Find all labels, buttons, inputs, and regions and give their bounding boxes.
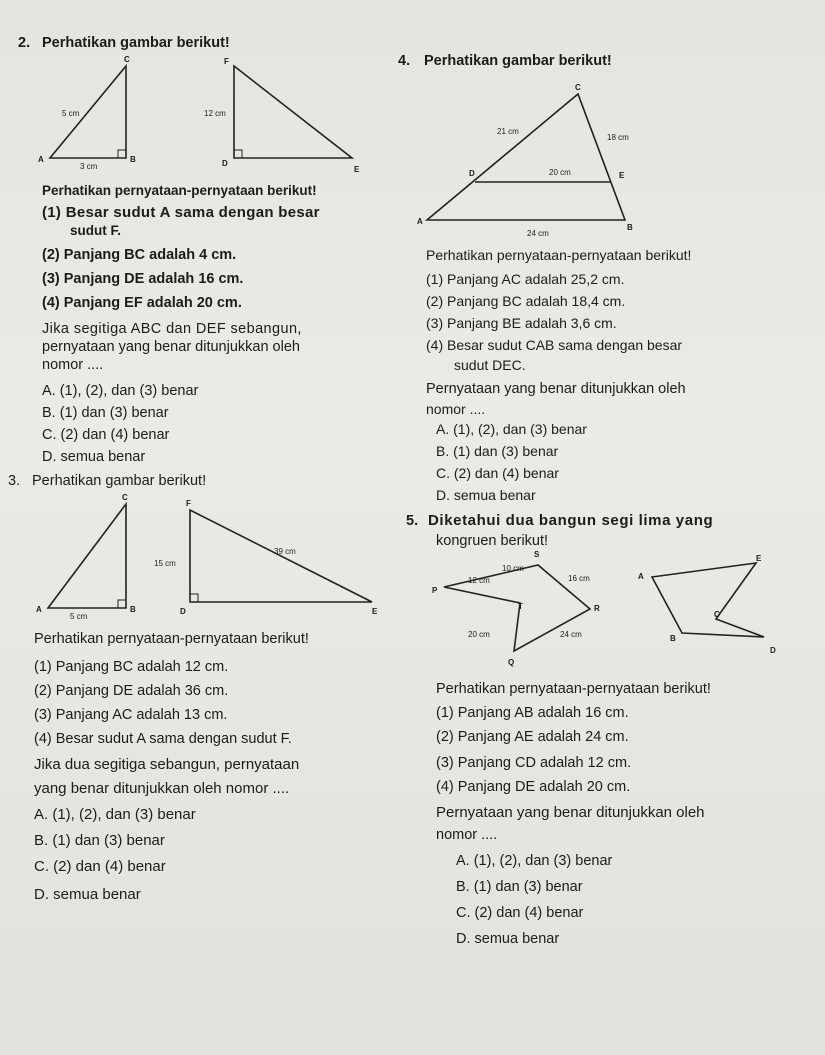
q3-statement-2: (2) Panjang DE adalah 36 cm. xyxy=(34,683,229,699)
q4-question-line2: nomor .... xyxy=(426,401,486,417)
q5-question-line1: Pernyataan yang benar ditunjukkan oleh xyxy=(436,804,705,821)
q4-question-line1: Pernyataan yang benar ditunjukkan oleh xyxy=(426,381,686,397)
q5-number: 5. xyxy=(406,513,419,529)
q5-question-line2: nomor .... xyxy=(436,827,498,843)
q5-vertex-s: S xyxy=(534,550,540,559)
q2-statement-4: (4) Panjang EF adalah 20 cm. xyxy=(42,295,242,311)
q3-option-a: A. (1), (2), dan (3) benar xyxy=(34,806,196,823)
q3-number: 3. xyxy=(8,473,21,489)
q5-vertex-q: Q xyxy=(508,658,515,667)
q5-label-pq: 20 cm xyxy=(468,630,490,639)
q4-option-d: D. semua benar xyxy=(436,487,536,503)
q5-figure xyxy=(420,545,800,670)
q4-vertex-a: A xyxy=(417,217,423,226)
q3-figure xyxy=(30,488,390,623)
q3-vertex-d: D xyxy=(180,607,186,616)
q4-statement-3: (3) Panjang BE adalah 3,6 cm. xyxy=(426,315,617,331)
q3-label-fe: 39 cm xyxy=(274,547,296,556)
q2-vertex-a: A xyxy=(38,155,44,164)
q5-option-b: B. (1) dan (3) benar xyxy=(456,879,583,895)
q4-label-de: 20 cm xyxy=(549,168,571,177)
q5-vertex-p: P xyxy=(432,586,438,595)
q4-vertex-b: B xyxy=(627,223,633,232)
q5-vertex-c: C xyxy=(714,610,720,619)
q5-vertex-d: D xyxy=(770,646,776,655)
q2-figure xyxy=(30,52,370,182)
q3-label-ab: 5 cm xyxy=(70,612,88,621)
q2-option-d: D. semua benar xyxy=(42,449,146,465)
q5-heading-line2: kongruen berikut! xyxy=(436,533,549,549)
q3-statement-1: (1) Panjang BC adalah 12 cm. xyxy=(34,659,229,675)
q4-statement-2: (2) Panjang BC adalah 18,4 cm. xyxy=(426,293,626,309)
q4-option-c: C. (2) dan (4) benar xyxy=(436,465,559,481)
q3-heading: Perhatikan gambar berikut! xyxy=(32,473,207,489)
q3-option-c: C. (2) dan (4) benar xyxy=(34,858,166,875)
q2-right-angle-d xyxy=(234,150,242,158)
q2-vertex-f: F xyxy=(224,57,229,66)
q5-option-c: C. (2) dan (4) benar xyxy=(456,905,584,921)
q2-label-df: 12 cm xyxy=(204,109,226,118)
q4-triangle-abc xyxy=(427,94,625,220)
q2-question-line3: nomor .... xyxy=(42,357,104,373)
q4-vertex-c: C xyxy=(575,83,581,92)
q2-statement-1-line1: (1) Besar sudut A sama dengan besar xyxy=(42,204,320,221)
q5-label-rq: 24 cm xyxy=(560,630,582,639)
q3-vertex-b: B xyxy=(130,605,136,614)
q3-option-b: B. (1) dan (3) benar xyxy=(34,832,165,849)
q3-question-line2: yang benar ditunjukkan oleh nomor .... xyxy=(34,780,290,797)
q4-option-b: B. (1) dan (3) benar xyxy=(436,443,559,459)
q3-label-df: 15 cm xyxy=(154,559,176,568)
q5-statement-1: (1) Panjang AB adalah 16 cm. xyxy=(436,705,629,721)
q3-statement-4: (4) Besar sudut A sama dengan sudut F. xyxy=(34,731,292,747)
q2-number: 2. xyxy=(18,35,31,51)
q3-vertex-e: E xyxy=(372,607,378,616)
q5-vertex-r: R xyxy=(594,604,600,613)
q4-option-a: A. (1), (2), dan (3) benar xyxy=(436,421,587,437)
q4-label-ab: 24 cm xyxy=(527,229,549,238)
q3-triangle-abc xyxy=(48,504,126,608)
q2-option-c: C. (2) dan (4) benar xyxy=(42,427,170,443)
q4-label-ce: 18 cm xyxy=(607,133,629,142)
q2-statement-2: (2) Panjang BC adalah 4 cm. xyxy=(42,247,237,263)
q4-statement-4-line2: sudut DEC. xyxy=(454,357,526,373)
q5-vertex-b: B xyxy=(670,634,676,643)
q2-option-b: B. (1) dan (3) benar xyxy=(42,405,169,421)
q5-statement-2: (2) Panjang AE adalah 24 cm. xyxy=(436,729,629,745)
q2-triangle-def xyxy=(234,66,352,158)
q5-label-st: 10 cm xyxy=(502,564,524,573)
q5-label-ps: 12 cm xyxy=(468,576,490,585)
q5-intro: Perhatikan pernyataan-pernyataan berikut! xyxy=(436,681,711,697)
q3-option-d: D. semua benar xyxy=(34,886,141,903)
q4-vertex-d: D xyxy=(469,169,475,178)
q2-statement-3: (3) Panjang DE adalah 16 cm. xyxy=(42,271,244,287)
q3-question-line1: Jika dua segitiga sebangun, pernyataan xyxy=(34,756,300,773)
q2-label-ac: 5 cm xyxy=(62,109,80,118)
q3-intro: Perhatikan pernyataan-pernyataan berikut! xyxy=(34,631,309,647)
q4-label-cd: 21 cm xyxy=(497,127,519,136)
q2-heading: Perhatikan gambar berikut! xyxy=(42,35,230,51)
q3-statement-3: (3) Panjang AC adalah 13 cm. xyxy=(34,707,228,723)
q4-intro: Perhatikan pernyataan-pernyataan berikut! xyxy=(426,247,692,263)
q5-heading-line1: Diketahui dua bangun segi lima yang xyxy=(428,512,714,529)
q5-option-d: D. semua benar xyxy=(456,931,560,947)
q3-right-angle-d xyxy=(190,594,198,602)
q3-vertex-f: F xyxy=(186,499,191,508)
q5-statement-3: (3) Panjang CD adalah 12 cm. xyxy=(436,755,632,771)
q2-option-a: A. (1), (2), dan (3) benar xyxy=(42,383,199,399)
q2-vertex-e: E xyxy=(354,165,360,174)
q2-question-line1: Jika segitiga ABC dan DEF sebangun, xyxy=(42,321,302,337)
q4-statement-4-line1: (4) Besar sudut CAB sama dengan besar xyxy=(426,337,683,353)
q5-label-sr: 16 cm xyxy=(568,574,590,583)
q2-label-ab: 3 cm xyxy=(80,162,98,171)
q5-option-a: A. (1), (2), dan (3) benar xyxy=(456,853,613,869)
q3-vertex-a: A xyxy=(36,605,42,614)
q5-vertex-t: T xyxy=(518,602,523,611)
q2-right-angle-b xyxy=(118,150,126,158)
q5-vertex-e: E xyxy=(756,554,762,563)
q3-right-angle-b xyxy=(118,600,126,608)
q3-vertex-c: C xyxy=(122,493,128,502)
q2-question-line2: pernyataan yang benar ditunjukkan oleh xyxy=(42,339,300,355)
q5-vertex-a: A xyxy=(638,572,644,581)
q5-pentagon-abcde xyxy=(652,563,764,637)
q4-heading: Perhatikan gambar berikut! xyxy=(424,53,612,69)
q2-vertex-d: D xyxy=(222,159,228,168)
q4-figure xyxy=(415,80,645,245)
q4-number: 4. xyxy=(398,53,411,69)
q2-vertex-b: B xyxy=(130,155,136,164)
q2-intro: Perhatikan pernyataan-pernyataan berikut! xyxy=(42,183,317,198)
q2-vertex-c: C xyxy=(124,55,130,64)
q4-vertex-e: E xyxy=(619,171,625,180)
q4-statement-1: (1) Panjang AC adalah 25,2 cm. xyxy=(426,271,625,287)
q5-statement-4: (4) Panjang DE adalah 20 cm. xyxy=(436,779,631,795)
q2-statement-1-line2: sudut F. xyxy=(70,223,121,238)
q3-triangle-def xyxy=(190,510,372,602)
